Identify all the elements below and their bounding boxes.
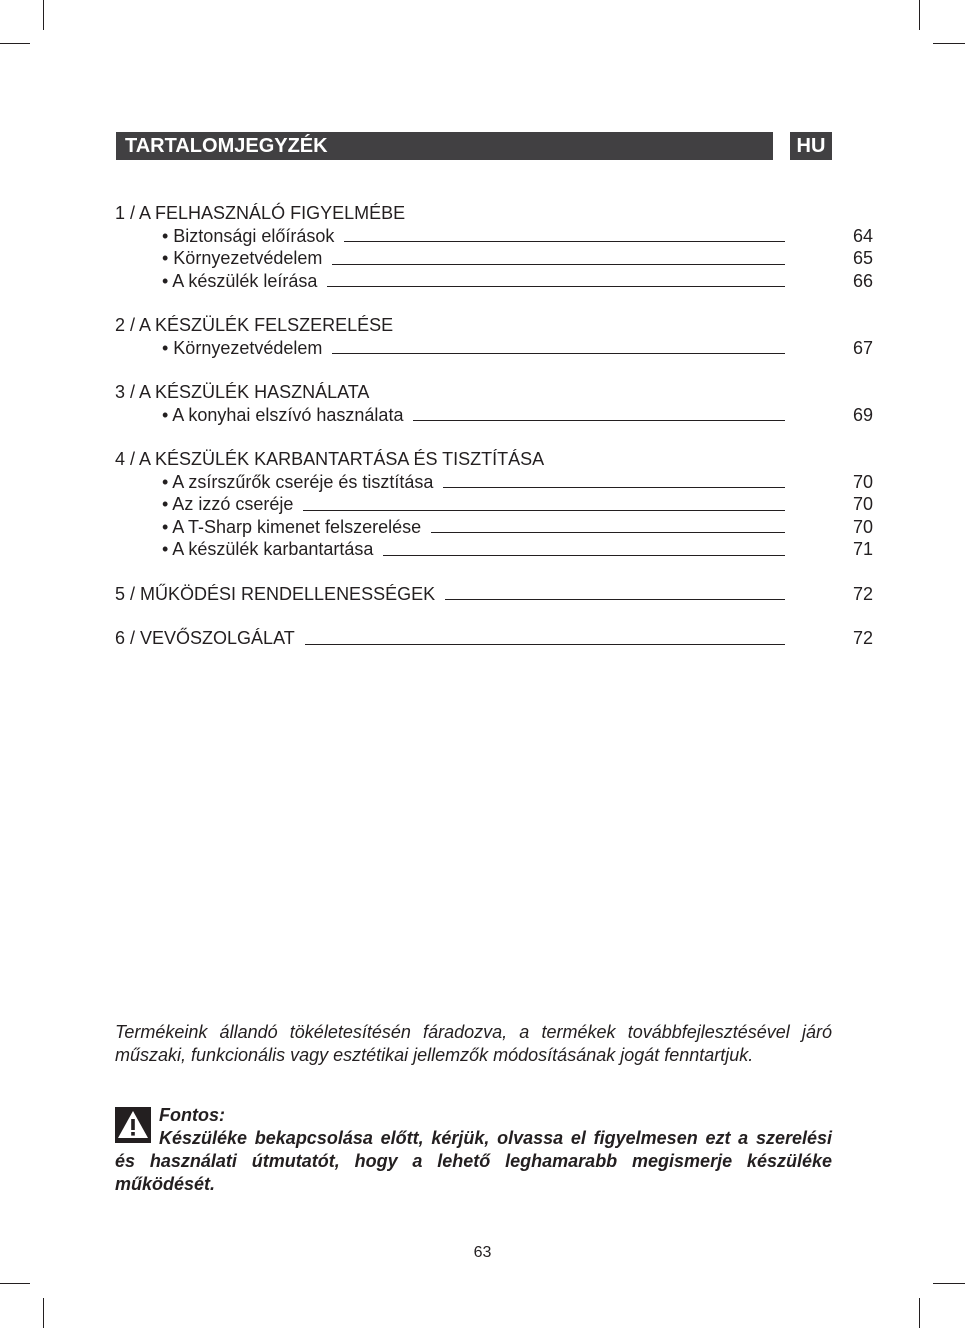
toc-leader-line <box>413 420 785 421</box>
toc-entry-label: • A konyhai elszívó használata <box>162 404 404 425</box>
toc-section-title: 3 / A KÉSZÜLÉK HASZNÁLATA <box>115 382 370 402</box>
toc-entry-page: 72 <box>852 628 873 648</box>
toc-entry-page: 70 <box>852 494 873 514</box>
toc-section <box>115 314 875 359</box>
crop-mark <box>0 43 30 44</box>
toc-entry <box>115 404 875 427</box>
toc-entry-label: • Az izzó cseréje <box>162 494 294 514</box>
toc-entry-label: • Környezetvédelem <box>162 337 323 358</box>
toc-entry-page: 65 <box>852 248 873 268</box>
toc-entry <box>115 627 875 650</box>
toc-section-title: 4 / A KÉSZÜLÉK KARBANTARTÁSA ÉS TISZTÍTÁSA <box>115 449 545 469</box>
toc-entry-label: • A T-Sharp kimenet felszerelése <box>162 516 422 537</box>
toc-leader-line <box>431 532 785 533</box>
toc-leader-line <box>303 510 785 511</box>
toc-leader-line <box>445 599 785 600</box>
toc-entry <box>115 538 875 561</box>
toc-entry-label: • A zsírszűrők cseréje és tisztítása <box>162 471 434 492</box>
toc-entry-page: 64 <box>852 225 873 246</box>
toc-section-title: 5 / MŰKÖDÉSI RENDELLENESSÉGEK <box>115 583 436 604</box>
toc-entry <box>115 225 875 248</box>
toc-entry-page: 67 <box>852 337 873 358</box>
crop-mark <box>0 1283 30 1284</box>
toc-section <box>115 627 875 650</box>
toc-entry-page: 69 <box>852 404 873 425</box>
toc-entry-page: 71 <box>852 539 873 559</box>
toc-entry-page: 70 <box>852 516 873 537</box>
toc-entry-page: 66 <box>852 270 873 291</box>
toc-entry-label: • Biztonsági előírások <box>162 225 335 246</box>
toc-section-title: 2 / A KÉSZÜLÉK FELSZERELÉSE <box>115 315 394 335</box>
toc-entry-label: • A készülék leírása <box>162 270 318 291</box>
toc-leader-line <box>332 353 785 354</box>
toc-section <box>115 583 875 606</box>
toc-section-title: 6 / VEVŐSZOLGÁLAT <box>115 628 295 648</box>
crop-mark <box>933 43 965 44</box>
warning-icon <box>115 1107 151 1143</box>
toc-leader-line <box>327 286 785 287</box>
page-number: 63 <box>473 1244 492 1261</box>
toc-section <box>115 202 875 292</box>
toc-section <box>115 381 875 426</box>
disclaimer-text: Termékeink állandó tökéletesítésén fáradozva, a termékek továbbfejlesztésével járó műszaki, funkcionális vagy esztétikai jellemzők módosításának jogát fenntartjuk. <box>115 1022 832 1065</box>
toc-entry-page: 72 <box>852 583 873 604</box>
toc-leader-line <box>344 241 785 242</box>
crop-mark <box>919 0 920 30</box>
toc-leader-line <box>383 555 785 556</box>
toc-entry-label: • Környezetvédelem <box>162 248 323 268</box>
toc-entry <box>115 337 875 360</box>
toc-section-title: 1 / A FELHASZNÁLÓ FIGYELMÉBE <box>115 203 406 223</box>
toc-entry-label: • A készülék karbantartása <box>162 539 374 559</box>
language-badge: HU <box>790 132 832 160</box>
toc-leader-line <box>305 644 785 645</box>
toc-section <box>115 448 875 561</box>
toc-entry <box>115 583 875 606</box>
toc-leader-line <box>443 487 785 488</box>
crop-mark <box>43 0 44 30</box>
toc-entry <box>115 493 875 516</box>
toc-leader-line <box>332 264 785 265</box>
crop-mark <box>43 1298 44 1328</box>
important-notice <box>115 1104 832 1196</box>
toc-entry <box>115 270 875 293</box>
table-of-contents <box>115 202 875 672</box>
crop-mark <box>919 1298 920 1328</box>
important-label: Fontos: <box>159 1105 225 1125</box>
page-title: TARTALOMJEGYZÉK <box>116 132 773 160</box>
toc-entry <box>115 247 875 270</box>
toc-entry <box>115 471 875 494</box>
important-text: Készüléke bekapcsolása előtt, kérjük, olvassa el figyelmesen ezt a szerelési és használati útmutatót, hogy a lehető leghamarabb megismerje készüléke működését. <box>115 1128 832 1194</box>
toc-entry-page: 70 <box>852 471 873 492</box>
crop-mark <box>933 1283 965 1284</box>
toc-entry <box>115 516 875 539</box>
